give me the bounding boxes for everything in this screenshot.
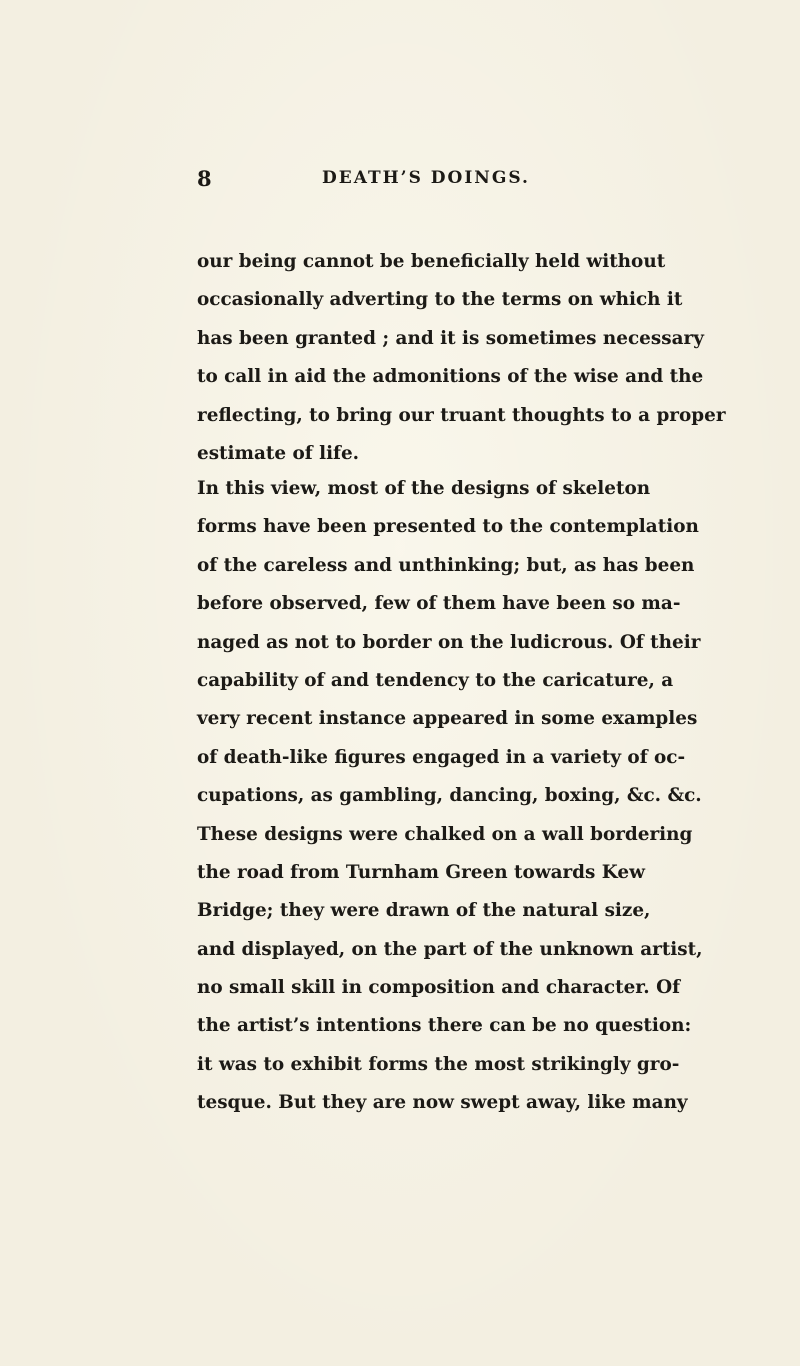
- text-line: it was to exhibit forms the most strikingly gro-: [197, 1053, 680, 1075]
- text-line: no small skill in composition and character. Of: [197, 977, 681, 999]
- text-line: very recent instance appeared in some examples: [197, 708, 698, 730]
- text-line: of death-like figures engaged in a variety of oc-: [197, 746, 686, 768]
- paragraph-1: [197, 243, 726, 473]
- text-line: reflecting, to bring our truant thoughts to a proper: [197, 404, 726, 426]
- text-line: before observed, few of them have been so ma-: [197, 593, 681, 615]
- text-line: the artist’s intentions there can be no question:: [197, 1015, 692, 1037]
- text-line: has been granted ; and it is sometimes necessary: [197, 327, 704, 349]
- text-line: and displayed, on the part of the unknown artist,: [197, 938, 703, 960]
- text-line: Bridge; they were drawn of the natural size,: [197, 900, 651, 922]
- text-line: the road from Turnham Green towards Kew: [197, 861, 645, 883]
- text-line: tesque. But they are now swept away, like many: [197, 1092, 688, 1114]
- text-line: forms have been presented to the contemplation: [197, 516, 699, 538]
- page-header: [0, 166, 800, 196]
- text-line: estimate of life.: [197, 442, 360, 464]
- text-line: our being cannot be beneficially held without: [197, 251, 666, 272]
- page-number: 8: [197, 166, 213, 191]
- text-line: cupations, as gambling, dancing, boxing, &c. &c.: [197, 785, 702, 807]
- text-line: occasionally adverting to the terms on which it: [197, 289, 683, 311]
- text-line: naged as not to border on the ludicrous. Of their: [197, 631, 701, 653]
- text-line: In this view, most of the designs of skeleton: [197, 478, 651, 499]
- text-line: of the careless and unthinking; but, as has been: [197, 554, 695, 576]
- text-line: to call in aid the admonitions of the wise and the: [197, 366, 704, 388]
- running-head: DEATH’S DOINGS.: [322, 168, 530, 188]
- text-line: These designs were chalked on a wall bordering: [197, 823, 693, 845]
- text-line: capability of and tendency to the caricature, a: [197, 669, 674, 691]
- paragraph-2: [197, 470, 703, 1123]
